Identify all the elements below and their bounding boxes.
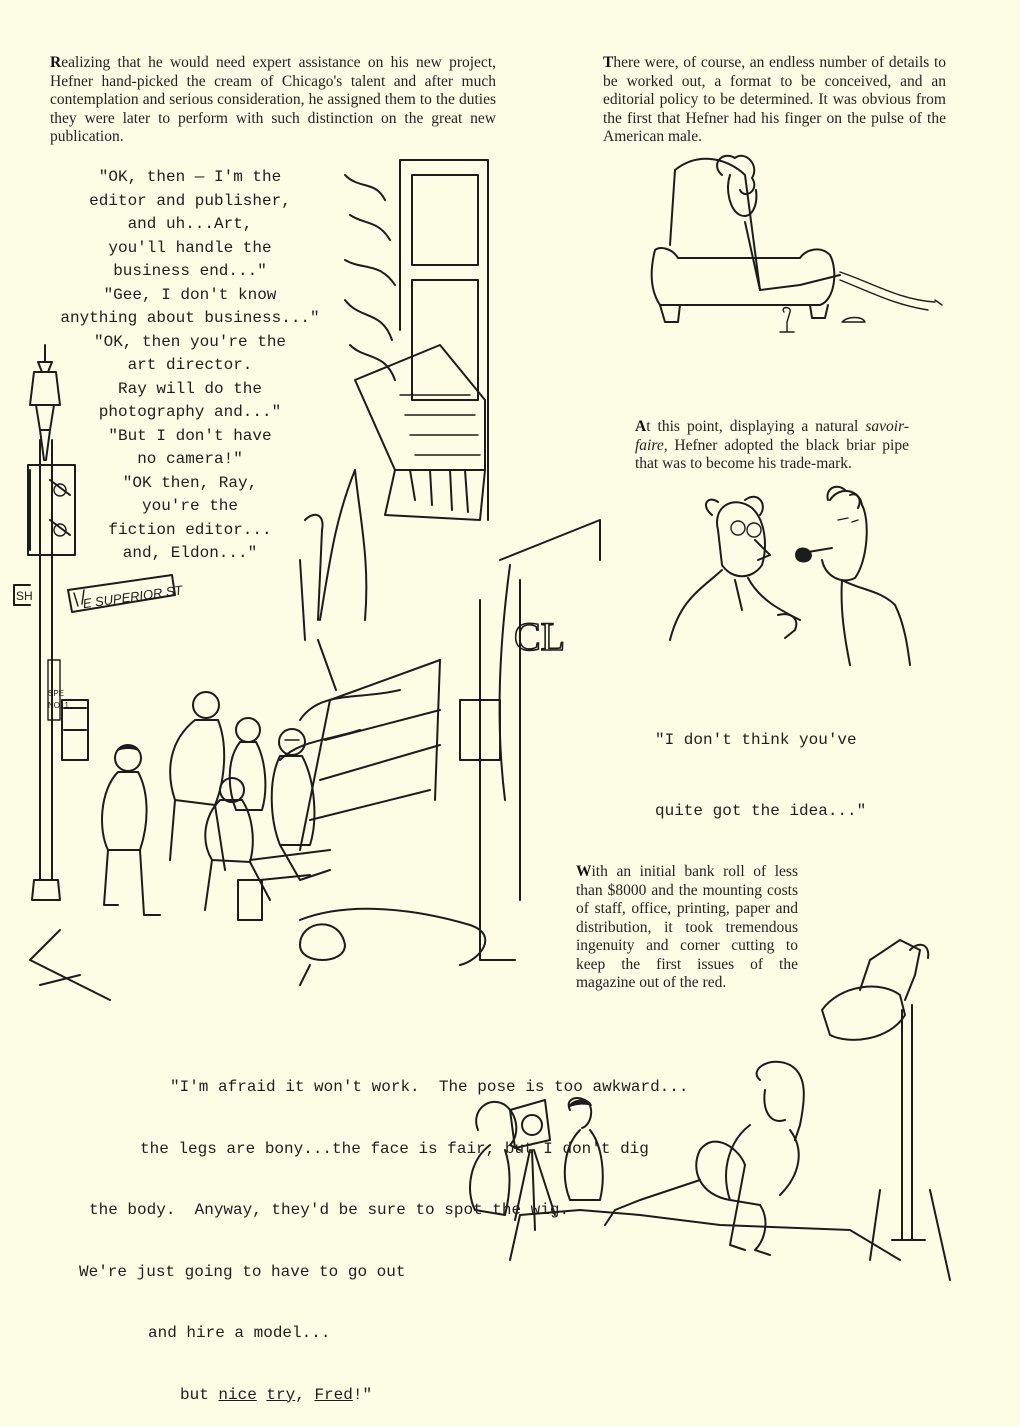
pipe-text-after: Hefner adopted the black briar pipe that was to become his trade-mark. xyxy=(635,436,909,472)
staff-dialogue-line: and, Eldon..." xyxy=(122,544,258,562)
model-quote-line-2: the legs are bony...the face is fair, but I don't dig xyxy=(140,1139,649,1158)
building-illustration xyxy=(300,160,600,965)
cross-sign-text: SH xyxy=(16,589,33,603)
staff-dialogue-line: business end..." xyxy=(113,262,267,280)
model-quote-line-3: the body. Anyway, they'd be sure to spot the wig. xyxy=(89,1201,570,1219)
pipe-scene-illustration xyxy=(670,487,910,665)
staff-dialogue-line: "But I don't have xyxy=(108,426,272,445)
model-quote-prefix: but xyxy=(180,1385,219,1404)
bankroll-text: ith an initial bank roll of less than $8000 and the mounting costs of staff, office, printing, paper and distribution, it took tremendous ingenuity and corner cutting to keep the first issues of the magazine out of the red. xyxy=(576,863,798,991)
poster-text-2: NO. 1 xyxy=(48,701,69,710)
armchair-illustration xyxy=(652,156,942,332)
staff-dialogue-line: art director. xyxy=(127,356,253,374)
poster-text-1: SPE xyxy=(48,689,65,698)
staff-group-illustration xyxy=(102,692,345,985)
pipe-lead-letter: A xyxy=(635,418,647,435)
staff-dialogue-line: you're the xyxy=(141,497,238,515)
model-quote-end: !" xyxy=(352,1385,373,1404)
street-sign-text: E SUPERIOR ST xyxy=(81,582,184,612)
photo-scene-illustration xyxy=(470,940,950,1280)
pipe-text-before: t this point, displaying a natural xyxy=(646,418,866,435)
bankroll-lead-letter: W xyxy=(576,863,592,880)
pipe-quote-line-2: quite got the idea..." xyxy=(655,801,867,820)
intro-lead-letter: R xyxy=(50,54,62,71)
intro-text: ealizing that he would need expert assistance on his new project, Hefner hand-picked the cream of Chicago's talent and after much contemplation and serious consideration, he assigned them to the duties they were later to perform with such distinction on the great new publication. xyxy=(50,54,496,145)
staff-dialogue-line: no camera!" xyxy=(137,450,243,468)
staff-dialogue-line: fiction editor... xyxy=(108,520,272,539)
staff-dialogue-line: "Gee, I don't know xyxy=(103,285,277,304)
lamppost-illustration xyxy=(14,345,110,1000)
staff-dialogue-line: Ray will do the xyxy=(117,379,263,398)
staff-dialogue-line: and uh...Art, xyxy=(127,215,253,233)
staff-dialogue-line: "OK, then you're the xyxy=(93,332,287,351)
model-quote-line-5: and hire a model... xyxy=(148,1324,331,1342)
model-quote-nice: nice xyxy=(218,1385,257,1404)
pipe-text-italic: savoir-faire, xyxy=(635,418,909,454)
staff-dialogue-line: you'll handle the xyxy=(108,238,272,257)
staff-dialogue-line: "OK, then — I'm the xyxy=(98,168,282,186)
building-sign-text: CL xyxy=(514,614,566,659)
model-quote-line-4: We're just going to have to go out xyxy=(79,1262,406,1281)
model-quote-line-1: "I'm afraid it won't work. The pose is too awkward... xyxy=(170,1078,689,1096)
details-text: here were, of course, an endless number of details to be worked out, a format to be conceived, and an editorial policy to be determined. It was obvious from the first that Hefner had his finger on the pulse of the American male. xyxy=(603,54,946,145)
model-quote-line-6 xyxy=(0,1385,1020,1406)
model-quote-try: try xyxy=(266,1385,296,1404)
pipe-quote-line-1: "I don't think you've xyxy=(655,731,857,749)
staff-dialogue-line: anything about business..." xyxy=(60,309,320,327)
staff-dialogue-line: editor and publisher, xyxy=(89,191,291,210)
model-quote-comma: , xyxy=(295,1385,315,1404)
model-quote-fred: Fred xyxy=(314,1385,353,1404)
staff-dialogue-line: photography and..." xyxy=(98,403,282,421)
details-lead-letter: T xyxy=(603,54,614,71)
staircase-illustration xyxy=(250,660,440,880)
staff-dialogue-line: "OK then, Ray, xyxy=(122,473,258,492)
